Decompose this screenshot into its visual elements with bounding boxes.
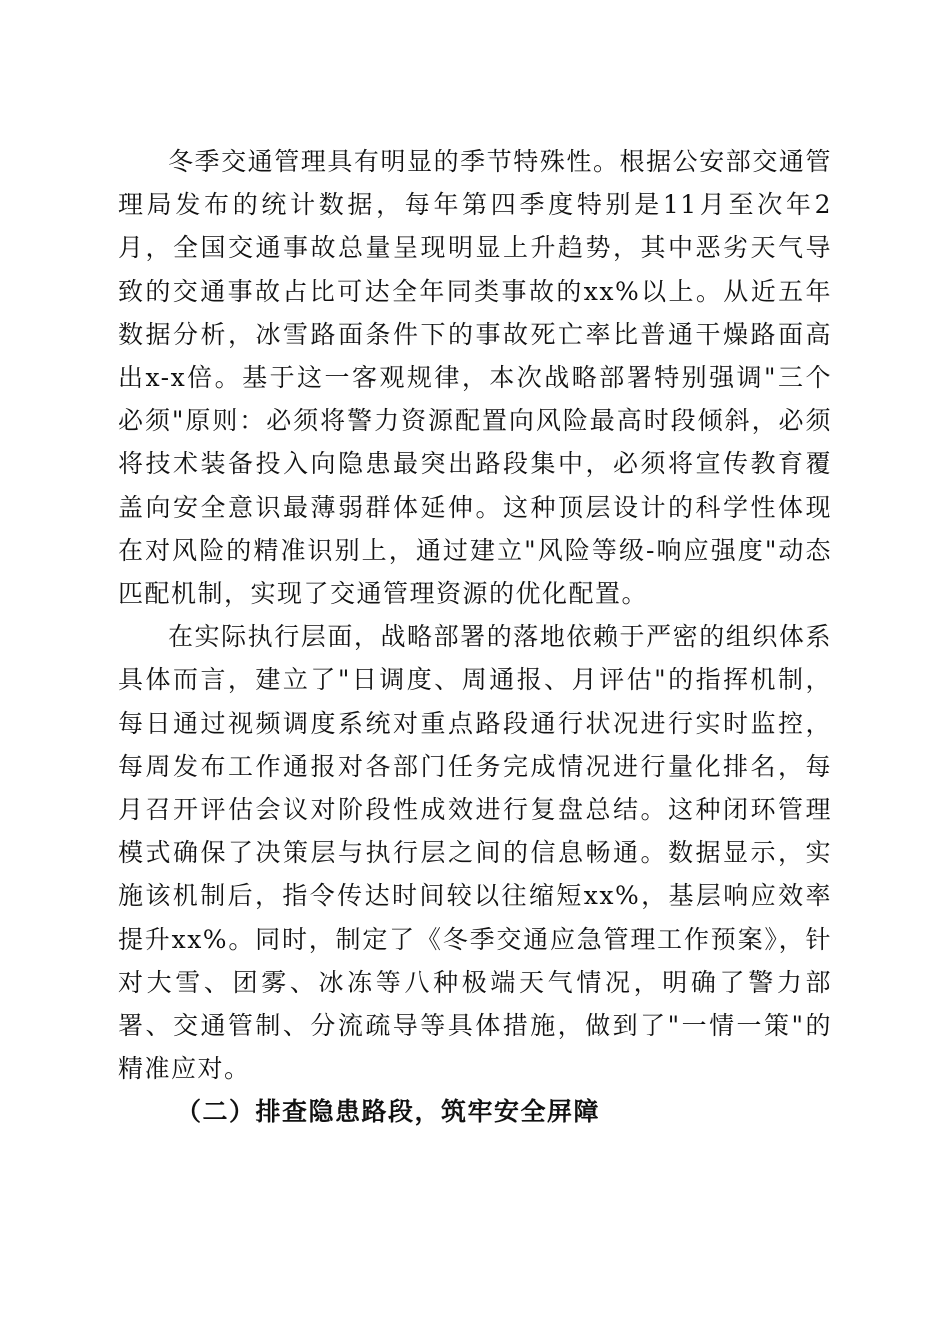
paragraph-2: 在实际执行层面，战略部署的落地依赖于严密的组织体系具体而言，建立了"日调度、周通报、月评估"的指挥机制，每日通过视频调度系统对重点路段通行状况进行实时监控，每周发布工作通报对各部门任务完成情况进行量化排名，每月召开评估会议对阶段性成效进行复盘总结。这种闭环管理模式确保了决策层与执行层之间的信息畅通。数据显示，实施该机制后，指令传达时间较以往缩短xx%，基层响应效率提升xx%。同时，制定了《冬季交通应急管理工作预案》，针对大雪、团雾、冰冻等八种极端天气情况，明确了警力部署、交通管制、分流疏导等具体措施，做到了"一情一策"的精准应对。 <box>118 622 832 1084</box>
paragraph-1: 冬季交通管理具有明显的季节特殊性。根据公安部交通管理局发布的统计数据，每年第四季度特别是11月至次年2月，全国交通事故总量呈现明显上升趋势，其中恶劣天气导致的交通事故占比可达全年同类事故的xx%以上。从近五年数据分析，冰雪路面条件下的事故死亡率比普通干燥路面高出x-x倍。基于这一客观规律，本次战略部署特别强调"三个必须"原则：必须将警力资源配置向风险最高时段倾斜，必须将技术装备投入向隐患最突出路段集中，必须将宣传教育覆盖向安全意识最薄弱群体延伸。这种顶层设计的科学性体现在对风险的精准识别上，通过建立"风险等级-响应强度"动态匹配机制，实现了交通管理资源的优化配置。 <box>118 147 832 609</box>
document-body <box>118 140 832 1134</box>
section-heading: （二）排查隐患路段，筑牢安全屏障 <box>176 1097 601 1127</box>
